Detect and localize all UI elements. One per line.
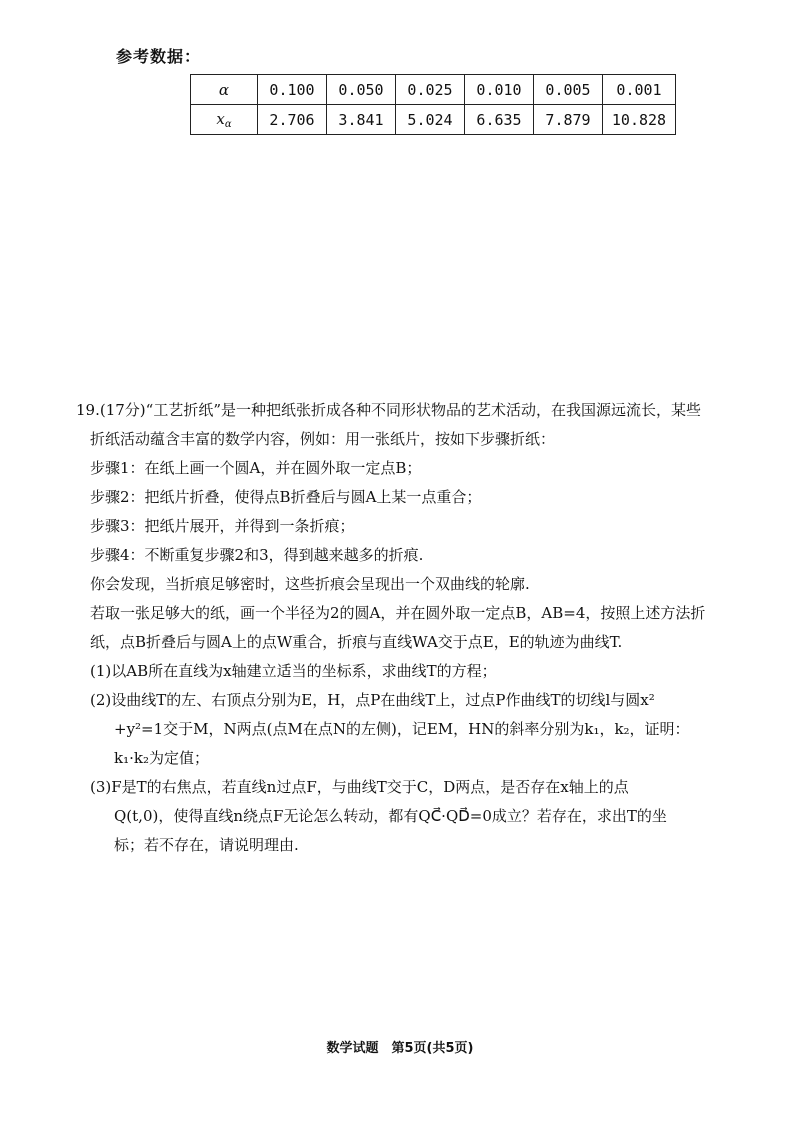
- x-alpha-row: [191, 105, 676, 135]
- x-subscript: α: [224, 118, 232, 130]
- alpha-cell: 0.050: [327, 75, 396, 105]
- step-3: 步骤3：把纸片展开，并得到一条折痕；: [90, 517, 355, 535]
- alpha-cell: 0.005: [534, 75, 603, 105]
- question-3-cont: Q(t,0)，使得直线n绕点F无论怎么转动，都有QC⃗·QD⃗=0成立？若存在，求出T的坐: [114, 807, 667, 825]
- question-2: (2)设曲线T的左、右顶点分别为E，H，点P在曲线T上，过点P作曲线T的切线l与圆x²: [90, 691, 655, 709]
- question-1: (1)以AB所在直线为x轴建立适当的坐标系，求曲线T的方程；: [90, 662, 497, 680]
- x-cell: 6.635: [465, 105, 534, 135]
- x-cell: 2.706: [258, 105, 327, 135]
- problem-19: [76, 396, 736, 860]
- question-2-cont: +y²=1交于M，N两点(点M在点N的左侧)，记EM，HN的斜率分别为k₁，k₂，证明：: [114, 720, 690, 738]
- question-2-cont: k₁·k₂为定值；: [114, 749, 209, 767]
- x-cell: 3.841: [327, 105, 396, 135]
- question-3: (3)F是T的右焦点，若直线n过点F，与曲线T交于C，D两点，是否存在x轴上的点: [90, 778, 629, 796]
- alpha-row: [191, 75, 676, 105]
- reference-data-title: 参考数据：: [116, 47, 202, 66]
- x-cell: 10.828: [603, 105, 676, 135]
- step-1: 步骤1：在纸上画一个圆A，并在圆外取一定点B；: [90, 459, 422, 477]
- alpha-cell: 0.100: [258, 75, 327, 105]
- alpha-cell: 0.025: [396, 75, 465, 105]
- setup-line: 纸，点B折叠后与圆A上的点W重合，折痕与直线WA交于点E，E的轨迹为曲线T.: [90, 633, 623, 651]
- alpha-cell: 0.010: [465, 75, 534, 105]
- reference-table: [190, 74, 676, 135]
- x-alpha-header: [191, 105, 258, 135]
- problem-statement-line: 19.(17分)“工艺折纸”是一种把纸张折成各种不同形状物品的艺术活动，在我国源远流长，某些: [76, 401, 701, 419]
- observation-line: 你会发现，当折痕足够密时，这些折痕会呈现出一个双曲线的轮廓.: [90, 575, 530, 593]
- question-3-cont: 标；若不存在，请说明理由.: [114, 836, 299, 854]
- x-cell: 5.024: [396, 105, 465, 135]
- step-2: 步骤2：把纸片折叠，使得点B折叠后与圆A上某一点重合；: [90, 488, 482, 506]
- page-footer: 数学试题 第5页(共5页): [326, 1041, 474, 1056]
- alpha-header: α: [191, 75, 258, 105]
- alpha-cell: 0.001: [603, 75, 676, 105]
- x-symbol: x: [216, 109, 225, 128]
- setup-line: 若取一张足够大的纸，画一个半径为2的圆A，并在圆外取一定点B，AB=4，按照上述方法折: [90, 604, 706, 622]
- step-4: 步骤4：不断重复步骤2和3，得到越来越多的折痕.: [90, 546, 424, 564]
- problem-statement-line: 折纸活动蕴含丰富的数学内容，例如：用一张纸片，按如下步骤折纸：: [90, 430, 556, 448]
- x-cell: 7.879: [534, 105, 603, 135]
